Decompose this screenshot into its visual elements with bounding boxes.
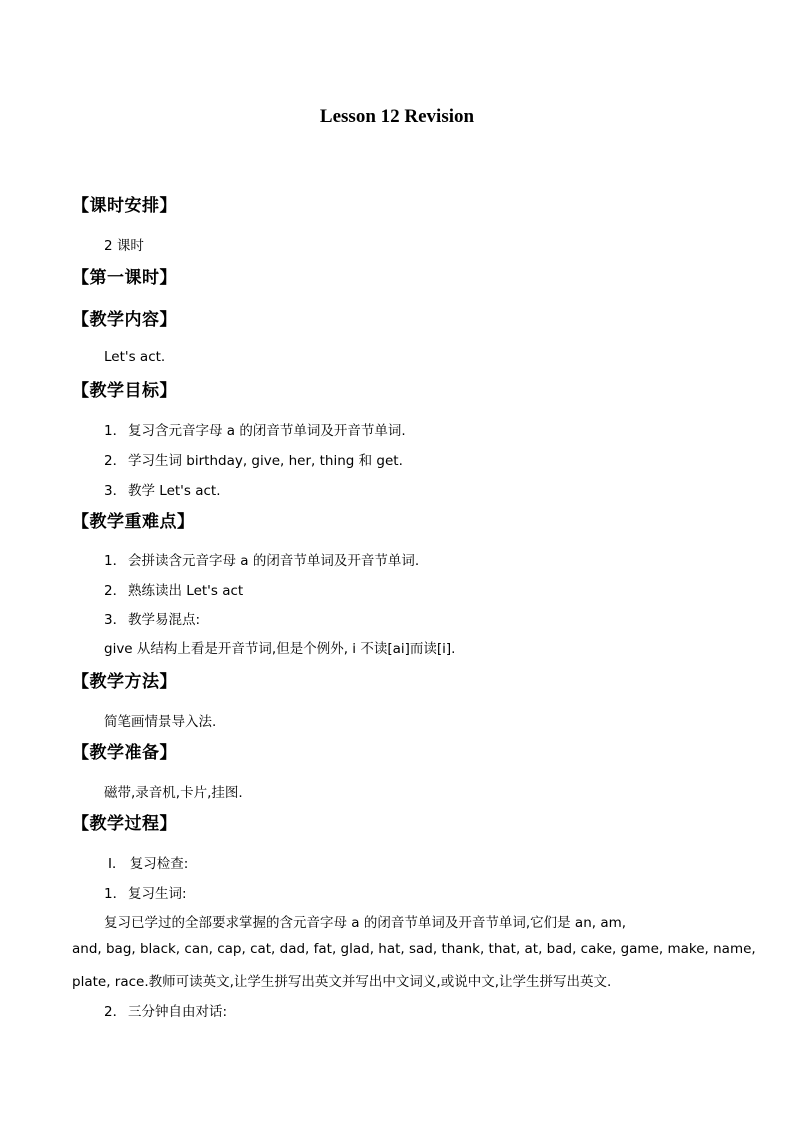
method-text: 简笔画情景导入法. — [104, 714, 217, 730]
content-text: Let's act. — [104, 349, 166, 365]
heading-period1: 【第一课时】 — [72, 268, 177, 288]
heading-process: 【教学过程】 — [72, 814, 177, 834]
list-number: 1． — [104, 886, 127, 902]
key-point-item — [104, 608, 200, 628]
list-number: 1． — [104, 553, 127, 569]
list-number: 2． — [104, 453, 127, 469]
list-text: 教学易混点: — [128, 612, 201, 628]
heading-preparation: 【教学准备】 — [72, 743, 177, 763]
process-sub-item — [104, 882, 187, 902]
process-paragraph-line: and, bag, black, can, cap, cat, dad, fat, glad, hat, sad, thank, that, at, bad, cake, game, make, name, — [72, 941, 756, 957]
list-number: 2． — [104, 583, 127, 599]
heading-key-points: 【教学重难点】 — [72, 512, 195, 532]
heading-method: 【教学方法】 — [72, 672, 177, 692]
list-text: 教学 Let's act. — [128, 483, 221, 499]
process-step: Ⅰ． 复习检查: — [108, 856, 189, 872]
heading-schedule: 【课时安排】 — [72, 196, 177, 216]
key-point-note: give 从结构上看是开音节词,但是个例外, i 不读[ai]而读[i]. — [104, 641, 456, 657]
goal-item — [104, 449, 403, 469]
list-number: 3． — [104, 612, 127, 628]
list-text: 复习含元音字母 a 的闭音节单词及开音节单词. — [128, 423, 406, 439]
preparation-text: 磁带,录音机,卡片,挂图. — [104, 785, 243, 801]
list-text: 复习生词: — [128, 886, 187, 902]
schedule-text: 2 课时 — [104, 238, 144, 254]
list-text: 会拼读含元音字母 a 的闭音节单词及开音节单词. — [128, 553, 420, 569]
list-number: 2． — [104, 1004, 127, 1020]
list-number: 3． — [104, 483, 127, 499]
list-text: 学习生词 birthday, give, her, thing 和 get. — [128, 453, 403, 469]
process-paragraph-line: plate, race.教师可读英文,让学生拼写出英文并写出中文词义,或说中文,让学生拼写出英文. — [72, 974, 612, 990]
goal-item — [104, 479, 221, 499]
goal-item — [104, 419, 406, 439]
heading-content: 【教学内容】 — [72, 310, 177, 330]
key-point-item — [104, 579, 243, 599]
key-point-item — [104, 549, 419, 569]
process-paragraph-line: 复习已学过的全部要求掌握的含元音字母 a 的闭音节单词及开音节单词,它们是 an, am, — [104, 915, 627, 931]
list-text: 熟练读出 Let's act — [128, 583, 244, 599]
process-sub-item — [104, 1000, 227, 1020]
list-text: 三分钟自由对话: — [128, 1004, 228, 1020]
page-title: Lesson 12 Revision — [319, 106, 475, 127]
list-number: 1． — [104, 423, 127, 439]
heading-goals: 【教学目标】 — [72, 381, 177, 401]
